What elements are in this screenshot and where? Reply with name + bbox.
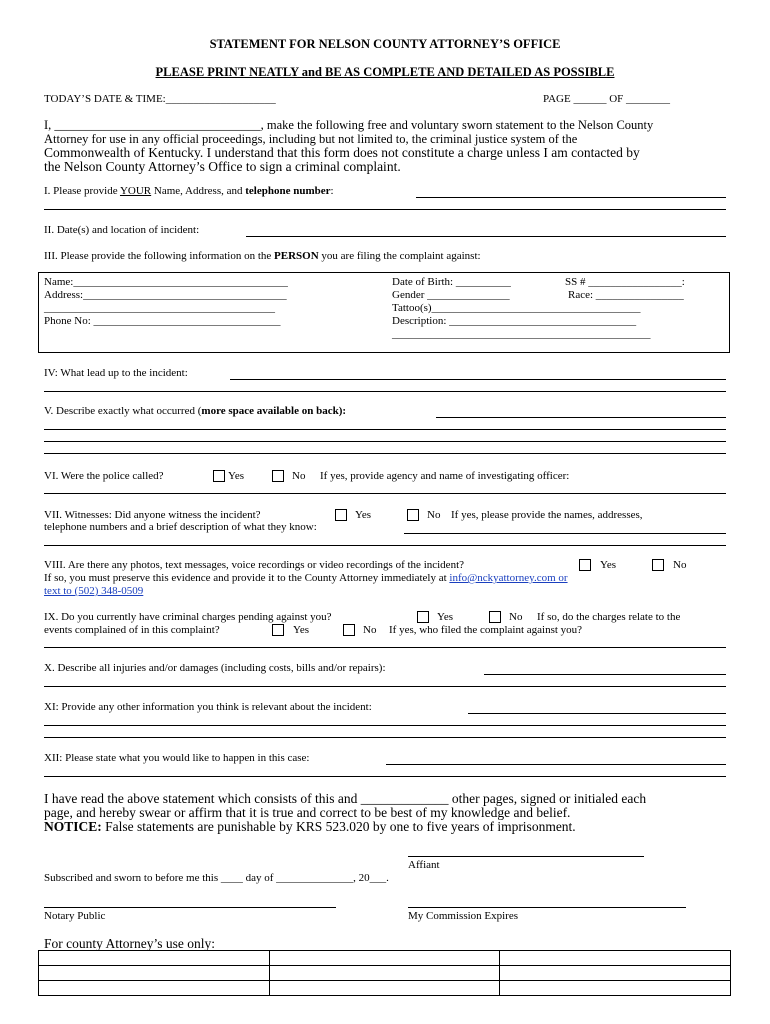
section-12-answer-line[interactable] xyxy=(386,764,726,765)
section-5-label: V. Describe exactly what occurred (more space available on back): xyxy=(44,405,347,417)
affiant-label: Affiant xyxy=(408,859,440,871)
section-10-label: X. Describe all injuries and/or damages (including costs, bills and/or repairs): xyxy=(44,662,386,674)
email-link[interactable]: info@nckyattorney.com or xyxy=(449,572,568,584)
person-name-field[interactable]: Name:_______________________________________ xyxy=(44,276,288,288)
police-called-yes-label: Yes xyxy=(228,470,245,482)
section-7-instructions: If yes, please provide the names, addresses, xyxy=(451,509,643,521)
section-8-label: VIII. Are there any photos, text messages, voice recordings or video recordings of the incident? xyxy=(44,559,465,571)
intro-line-3: Commonwealth of Kentucky. I understand that this form does not constitute a charge unless I am contacted by xyxy=(44,145,640,160)
section-8-line-2: If so, you must preserve this evidence and provide it to the County Attorney immediately at info@nckyattorney.com or xyxy=(44,572,568,584)
county-use-label: For county Attorney’s use only: xyxy=(44,936,215,951)
pending-charges-yes-checkbox[interactable] xyxy=(417,611,429,623)
section-3-label: III. Please provide the following information on the PERSON you are filing the complaint against: xyxy=(44,250,481,262)
person-race-field[interactable]: Race: ________________ xyxy=(568,289,684,301)
section-6-answer-line[interactable] xyxy=(44,493,726,494)
section-9-instructions: If so, do the charges relate to the xyxy=(537,611,681,623)
section-5-answer-line-3[interactable] xyxy=(44,441,726,442)
witness-yes-checkbox[interactable] xyxy=(335,509,347,521)
section-2-answer-line[interactable] xyxy=(246,236,726,237)
section-1-answer-line[interactable] xyxy=(416,197,726,198)
commission-expires-label: My Commission Expires xyxy=(408,910,519,922)
person-dob-field[interactable]: Date of Birth: __________ xyxy=(392,276,511,288)
section-11-label: XI: Provide any other information you think is relevant about the incident: xyxy=(44,701,372,713)
person-phone-field[interactable]: Phone No: __________________________________ xyxy=(44,315,281,327)
evidence-yes-checkbox[interactable] xyxy=(579,559,591,571)
notary-label: Notary Public xyxy=(44,910,106,922)
section-5-answer-line-2[interactable] xyxy=(44,429,726,430)
person-gender-field[interactable]: Gender _______________ xyxy=(392,289,510,301)
county-use-table xyxy=(38,950,731,996)
page-count-field[interactable]: PAGE ______ OF ________ xyxy=(543,93,671,105)
section-9-label: IX. Do you currently have criminal charges pending against you? xyxy=(44,611,332,623)
section-1-answer-line-2[interactable] xyxy=(44,209,726,210)
form-subtitle: PLEASE PRINT NEATLY and BE AS COMPLETE AND DETAILED AS POSSIBLE xyxy=(155,65,615,79)
evidence-no-label: No xyxy=(673,559,687,571)
section-7-answer-line-2[interactable] xyxy=(44,545,726,546)
related-charges-yes-checkbox[interactable] xyxy=(272,624,284,636)
section-2-label: II. Date(s) and location of incident: xyxy=(44,224,200,236)
section-11-answer-line[interactable] xyxy=(468,713,726,714)
person-address-field[interactable]: Address:_____________________________________ xyxy=(44,289,287,301)
related-charges-no-checkbox[interactable] xyxy=(343,624,355,636)
notice-line: NOTICE: False statements are punishable by KRS 523.020 by one to five years of imprisonment. xyxy=(44,819,576,834)
county-use-row-divider-1 xyxy=(38,965,731,966)
county-use-col-divider-2 xyxy=(499,950,500,995)
section-6-label: VI. Were the police called? xyxy=(44,470,164,482)
section-10-answer-line-2[interactable] xyxy=(44,686,726,687)
section-5-answer-line[interactable] xyxy=(436,417,726,418)
person-description-line-2[interactable]: _______________________________________________ xyxy=(392,328,651,340)
sworn-statement: Subscribed and sworn to before me this ____ day of ______________, 20___. xyxy=(44,872,389,884)
person-ss-field[interactable]: SS # _________________: xyxy=(565,276,685,288)
form-title: STATEMENT FOR NELSON COUNTY ATTORNEY’S OFFICE xyxy=(209,37,561,51)
section-12-answer-line-2[interactable] xyxy=(44,776,726,777)
section-7-line-2: telephone numbers and a brief description of what they know: xyxy=(44,521,317,533)
pending-charges-no-checkbox[interactable] xyxy=(489,611,501,623)
section-5-answer-line-4[interactable] xyxy=(44,453,726,454)
closing-line-2: page, and hereby swear or affirm that it is true and correct to be best of my knowledge and belief. xyxy=(44,805,571,820)
witness-yes-label: Yes xyxy=(355,509,372,521)
section-9-line-2: events complained of in this complaint? xyxy=(44,624,220,636)
notary-signature-line[interactable] xyxy=(44,907,336,908)
county-use-row-divider-2 xyxy=(38,980,731,981)
police-called-yes-checkbox[interactable] xyxy=(213,470,225,482)
section-11-answer-line-3[interactable] xyxy=(44,737,726,738)
related-charges-yes-label: Yes xyxy=(293,624,310,636)
county-use-col-divider-1 xyxy=(269,950,270,995)
section-7-label: VII. Witnesses: Did anyone witness the incident? xyxy=(44,509,261,521)
section-6-instructions: If yes, provide agency and name of investigating officer: xyxy=(320,470,570,482)
affiant-signature-line[interactable] xyxy=(408,856,644,857)
section-11-answer-line-2[interactable] xyxy=(44,725,726,726)
date-time-field[interactable]: TODAY’S DATE & TIME:____________________ xyxy=(44,93,276,105)
section-12-label: XII: Please state what you would like to happen in this case: xyxy=(44,752,310,764)
person-tattoo-field[interactable]: Tattoo(s)______________________________________ xyxy=(392,302,641,314)
text-phone-link[interactable]: text to (502) 348-0509 xyxy=(44,585,144,597)
intro-line-1: I, _________________________________, make the following free and voluntary sworn statement to the Nelson County xyxy=(44,118,654,132)
section-4-answer-line-2[interactable] xyxy=(44,391,726,392)
pending-charges-no-label: No xyxy=(509,611,523,623)
closing-line-1: I have read the above statement which consists of this and _____________ other pages, signed or initialed each xyxy=(44,791,647,806)
intro-line-2: Attorney for use in any official proceedings, including but not limited to, the criminal justice system of the xyxy=(44,132,578,146)
related-charges-no-label: No xyxy=(363,624,377,636)
evidence-yes-label: Yes xyxy=(600,559,617,571)
person-description-field[interactable]: Description: __________________________________ xyxy=(392,315,637,327)
pending-charges-yes-label: Yes xyxy=(437,611,454,623)
section-10-answer-line[interactable] xyxy=(484,674,726,675)
person-address-line-2[interactable]: __________________________________________ xyxy=(44,302,275,314)
witness-no-checkbox[interactable] xyxy=(407,509,419,521)
section-9-instructions-2: If yes, who filed the complaint against you? xyxy=(389,624,583,636)
section-9-answer-line[interactable] xyxy=(44,647,726,648)
witness-no-label: No xyxy=(427,509,441,521)
commission-expires-line[interactable] xyxy=(408,907,686,908)
section-4-label: IV: What lead up to the incident: xyxy=(44,367,188,379)
section-4-answer-line[interactable] xyxy=(230,379,726,380)
section-1-label: I. Please provide YOUR Name, Address, and telephone number: xyxy=(44,185,334,197)
police-called-no-label: No xyxy=(292,470,306,482)
police-called-no-checkbox[interactable] xyxy=(272,470,284,482)
intro-line-4: the Nelson County Attorney’s Office to sign a criminal complaint. xyxy=(44,159,401,174)
evidence-no-checkbox[interactable] xyxy=(652,559,664,571)
section-7-answer-line[interactable] xyxy=(404,533,726,534)
